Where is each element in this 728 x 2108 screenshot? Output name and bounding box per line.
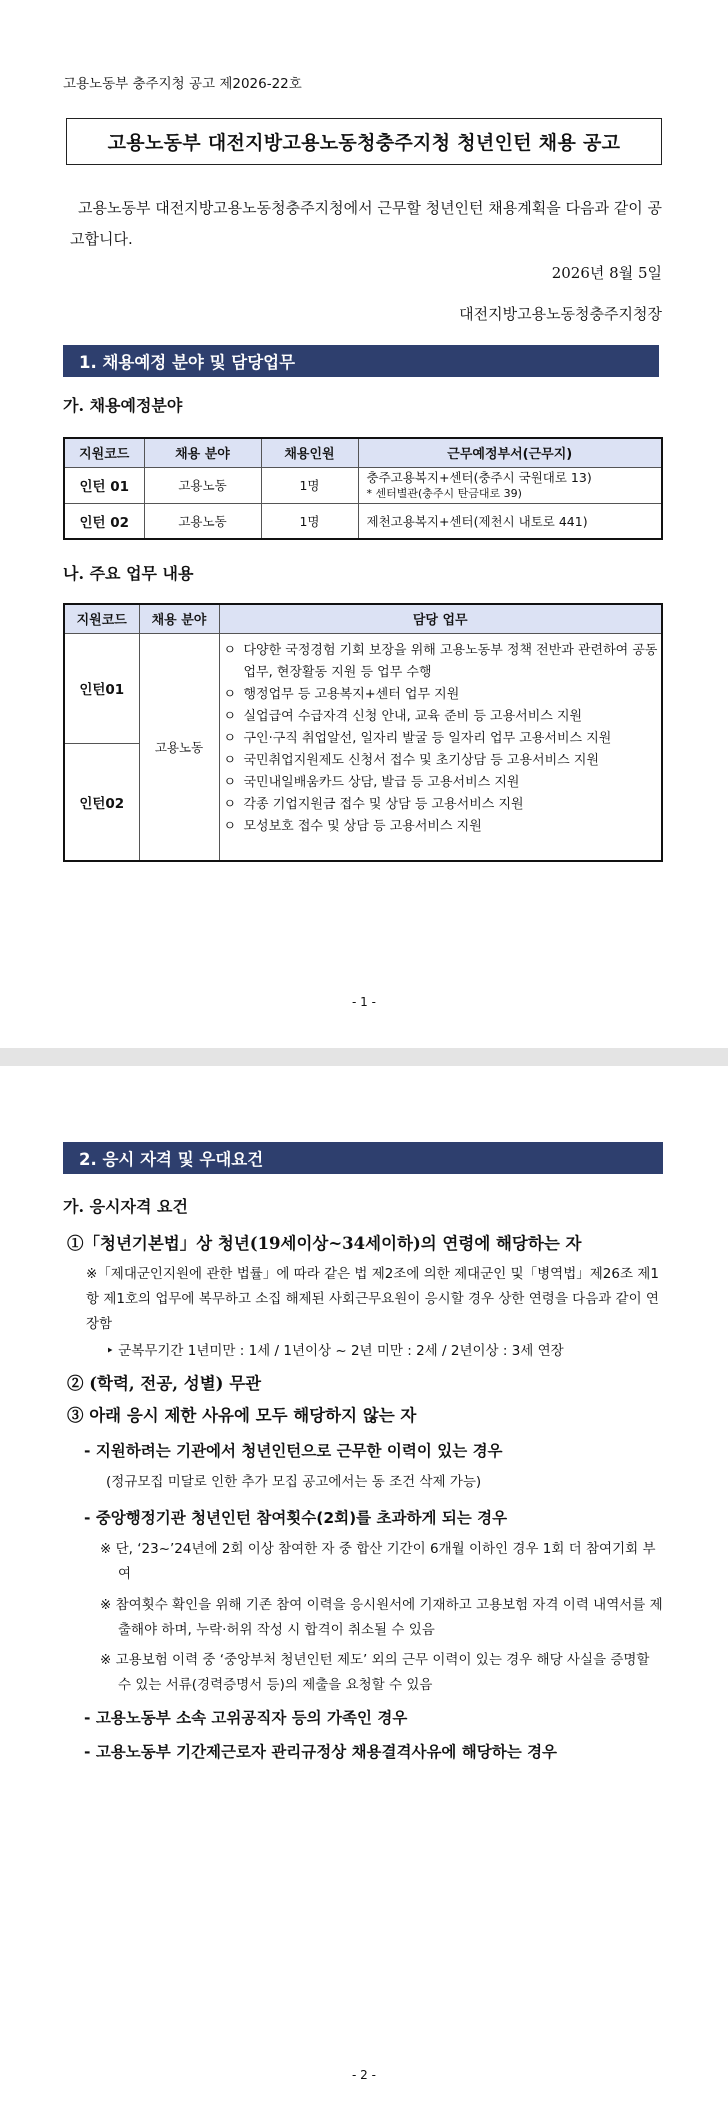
dept-note: * 센터별관(충주시 탄금대로 39) [366,487,522,500]
section-2-header: 2. 응시 자격 및 우대요건 [63,1142,663,1174]
cell-field: 고용노동 [139,633,219,861]
table-row [64,633,662,743]
cell-code: 인턴01 [64,633,139,743]
notice-title: 고용노동부 대전지방고용노동청충주지청 청년인턴 채용 공고 [66,118,662,165]
column-header: 근무예정부서(근무지) [358,438,662,467]
cell-code: 인턴02 [64,743,139,861]
notice-date: 2026년 8월 5일 [551,264,662,282]
page-2 [0,1066,728,2108]
subheading-b: 나. 주요 업무 내용 [63,564,194,583]
restriction-4: - 고용노동부 기간제근로자 관리규정상 채용결격사유에 해당하는 경우 [84,1743,558,1761]
recruitment-table [63,437,663,540]
list-item: ㅇ 모성보호 접수 및 상담 등 고용서비스 지원 [223,818,482,834]
page-number: - 2 - [352,2068,376,2082]
column-header: 채용인원 [261,438,358,467]
column-header: 지원코드 [64,438,144,467]
restriction-3: - 고용노동부 소속 고위공직자 등의 가족인 경우 [84,1709,408,1727]
list-item: ㅇ 실업급여 수급자격 신청 안내, 교육 준비 등 고용서비스 지원 [223,708,583,724]
intro-paragraph: 고용노동부 대전지방고용노동청충주지청에서 근무할 청년인턴 채용계획을 다음과 같이 공고합니다. [70,199,663,248]
duties-table [63,603,663,862]
requirement-1-extension: ‣ 군복무기간 1년미만 : 1세 / 1년이상 ~ 2년 미만 : 2세 / 2년이상 : 3세 연장 [106,1343,564,1359]
restriction-2: - 중앙행정기관 청년인턴 참여횟수(2회)를 초과하게 되는 경우 [84,1509,508,1527]
cell-field: 고용노동 [144,467,261,503]
column-header: 담당 업무 [219,604,662,633]
list-item: ㅇ 행정업무 등 고용복지+센터 업무 지원 [223,686,460,702]
list-item: ㅇ 다양한 국정경험 기회 보장을 위해 고용노동부 정책 전반과 관련하여 공동업무, 현장활동 지원 등 업무 수행 [223,642,658,680]
subheading-a: 가. 응시자격 요건 [63,1197,188,1216]
table-header-row [64,438,662,467]
restriction-2-note-2: ※ 참여횟수 확인을 위해 기존 참여 이력을 응시원서에 기재하고 고용보험 자격 이력 내역서를 제출해야 하며, 누락·허위 작성 시 합격이 취소될 수 있음 [100,1597,663,1638]
column-header: 채용 분야 [144,438,261,467]
table-row [64,503,662,539]
cell-code: 인턴 02 [64,503,144,539]
table-row [64,467,662,503]
page-1 [0,0,728,1048]
list-item: ㅇ 국민취업지원제도 신청서 접수 및 초기상담 등 고용서비스 지원 [223,752,599,768]
table-header-row [64,604,662,633]
signer: 대전지방고용노동청충주지청장 [459,305,662,323]
column-header: 지원코드 [64,604,139,633]
restriction-2-note-3: ※ 고용보험 이력 중 ‘중앙부처 청년인턴 제도’ 외의 근무 이력이 있는 경우 해당 사실을 증명할 수 있는 서류(경력증명서 등)의 제출을 요청할 수 있음 [100,1652,650,1693]
restriction-1: - 지원하려는 기관에서 청년인턴으로 근무한 이력이 있는 경우 [84,1442,503,1460]
section-1-header: 1. 채용예정 분야 및 담당업무 [63,345,659,377]
page-number: - 1 - [352,995,376,1009]
cell-dept [358,467,662,503]
cell-count: 1명 [261,503,358,539]
requirement-1: ①「청년기본법」상 청년(19세이상~34세이하)의 연령에 해당하는 자 [67,1234,582,1253]
page-separator [0,1048,728,1066]
subheading-a: 가. 채용예정분야 [63,396,183,415]
requirement-1-note: ※「제대군인지원에 관한 법률」에 따라 같은 법 제2조에 의한 제대군인 및「병역법」제26조 제1항 제1호의 업무에 복무하고 소집 해제된 사회근무요원이 응시할 경우 상한 연령을 다음과 같이 연장함 [86,1266,659,1332]
cell-duties [219,633,662,861]
requirement-3: ③ 아래 응시 제한 사유에 모두 해당하지 않는 자 [67,1406,417,1425]
requirement-2: ② (학력, 전공, 성별) 무관 [67,1374,262,1393]
cell-count: 1명 [261,467,358,503]
column-header: 채용 분야 [139,604,219,633]
cell-code: 인턴 01 [64,467,144,503]
restriction-1-note: (정규모집 미달로 인한 추가 모집 공고에서는 동 조건 삭제 가능) [106,1474,482,1490]
list-item: ㅇ 국민내일배움카드 상담, 발급 등 고용서비스 지원 [223,774,520,790]
list-item: ㅇ 구인·구직 취업알선, 일자리 발굴 등 일자리 업무 고용서비스 지원 [223,730,612,746]
dept-name: 충주고용복지+센터(충주시 국원대로 13) [366,470,592,485]
restriction-2-note-1: ※ 단, ‘23~’24년에 2회 이상 참여한 자 중 합산 기간이 6개월 이하인 경우 1회 더 참여기회 부여 [100,1541,656,1582]
cell-field: 고용노동 [144,503,261,539]
notice-number: 고용노동부 충주지청 공고 제2026-22호 [63,76,302,92]
cell-dept: 제천고용복지+센터(제천시 내토로 441) [358,503,662,539]
duty-list [220,634,662,842]
list-item: ㅇ 각종 기업지원금 접수 및 상담 등 고용서비스 지원 [223,796,524,812]
